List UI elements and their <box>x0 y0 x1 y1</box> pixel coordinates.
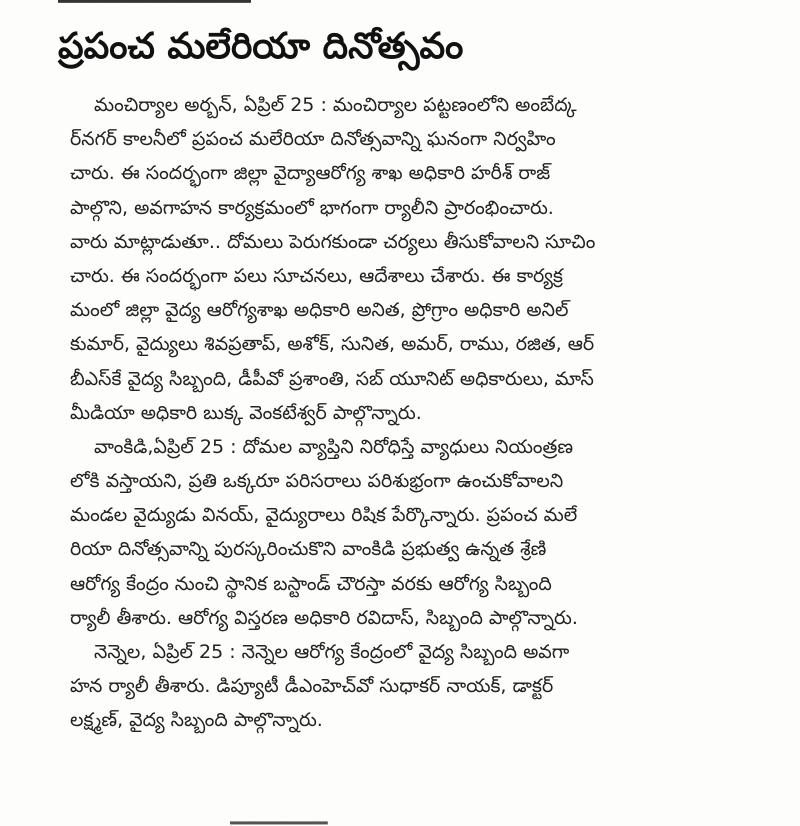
article-line: బీఎస్‌కే వైద్య సిబ్బంది, డీపీవో ప్రశాంతి, సబ్ యూనిట్ అధికారులు, మాస్ <box>70 367 594 390</box>
cropped-previous-text <box>58 0 388 9</box>
article-line: మీడియా అధికారి బుక్క వెంకటేశ్వర్ పాల్గొన్నారు. <box>70 401 422 424</box>
headline: ప్రపంచ మలేరియా దినోత్సవం <box>58 26 464 67</box>
cropped-next-text: ━━━━━━━━━ <box>230 815 328 826</box>
article-line: వాంకిడి,ఏప్రిల్ 25 : దోమల వ్యాప్తిని నిరోధిస్తే వ్యాధులు నియంత్రణ <box>94 435 574 458</box>
article-line: ర్యాలీ తీశారు. ఆరోగ్య విస్తరణ అధికారి రవిదాస్, సిబ్బంది పాల్గొన్నారు. <box>70 606 578 629</box>
article-line: కుమార్, వైద్యులు శివప్రతాప్, అశోక్, సునిత, అమర్, రాము, రజిత, ఆర్ <box>70 333 595 356</box>
article-line: లక్ష్మణ్, వైద్య సిబ్బంది పాల్గొన్నారు. <box>70 709 323 732</box>
article-line: మంచిర్యాల అర్బన్, ఏప్రిల్ 25 : మంచిర్యాల పట్టణంలోని అంబేద్క <box>94 94 577 116</box>
article-line: చారు. ఈ సందర్భంగా పలు సూచనలు, ఆదేశాలు చేశారు. ఈ కార్యక్ర <box>70 264 563 287</box>
article-line: మంలో జిల్లా వైద్య ఆరోగ్యశాఖ అధికారి అనిత, ప్రోగ్రాం అధికారి అనిల్ <box>70 299 569 322</box>
article-body <box>70 88 775 738</box>
article-line: పాల్గొని, అవగాహన కార్యక్రమంలో భాగంగా ర్యాలీని ప్రారంభించారు. <box>70 196 554 219</box>
article-line: చారు. ఈ సందర్భంగా జిల్లా వైద్యాఆరోగ్య శాఖ అధికారి హరీశ్ రాజ్ <box>70 162 551 185</box>
article-line: మండల వైద్యుడు వినయ్, వైద్యురాలు రిషిక పేర్కొన్నారు. ప్రపంచ మలే <box>70 504 578 527</box>
article-line: ర్‌నగర్ కాలనీలో ప్రపంచ మలేరియా దినోత్సవాన్ని ఘనంగా నిర్వహిం <box>70 128 556 151</box>
article-line: ఆరోగ్య కేంద్రం నుంచి స్థానిక బస్టాండ్ చౌరస్తా వరకు ఆరోగ్య సిబ్బంది <box>70 572 552 595</box>
article-line: రియా దినోత్సవాన్ని పురస్కరించుకొని వాంకిడి ప్రభుత్వ ఉన్నత శ్రేణి <box>70 538 547 561</box>
article-line: హన ర్యాలీ తీశారు. డిప్యూటీ డీఎంహెచ్‌వో సుధాకర్ నాయక్, డాక్టర్ <box>70 675 554 698</box>
article-line: వారు మాట్లాడుతూ.. దోమలు పెరుగకుండా చర్యలు తీసుకోవాలని సూచిం <box>70 230 596 253</box>
article-line: నెన్నెల, ఏప్రిల్ 25 : నెన్నెల ఆరోగ్య కేంద్రంలో వైద్య సిబ్బంది అవగా <box>94 641 570 663</box>
article-line: లోకి వస్తాయని, ప్రతి ఒక్కరూ పరిసరాలు పరిశుభ్రంగా ఉంచుకోవాలని <box>70 470 564 493</box>
